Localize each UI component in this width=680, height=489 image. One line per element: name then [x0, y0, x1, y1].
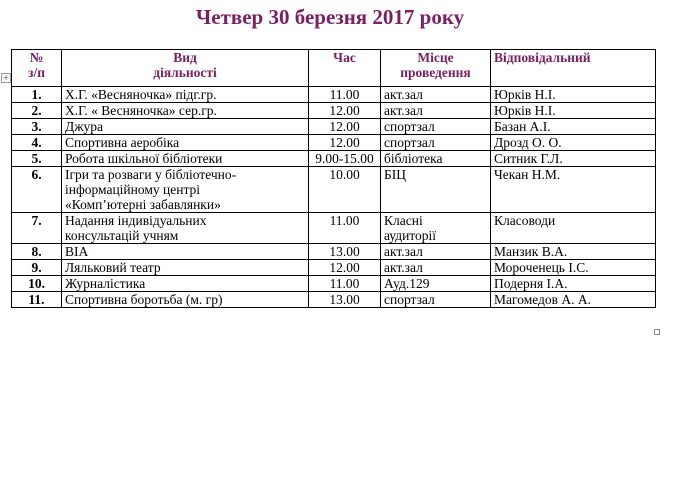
table-move-handle-icon[interactable]: +	[2, 73, 10, 82]
row-place: Класні аудиторії	[381, 213, 491, 244]
row-number: 5.	[12, 151, 62, 167]
row-activity: Робота шкільної бібліотеки	[62, 151, 309, 167]
row-time: 12.00	[309, 103, 381, 119]
row-time: 13.00	[309, 292, 381, 308]
row-time: 13.00	[309, 244, 381, 260]
table-row	[12, 213, 656, 244]
row-place: акт.зал	[381, 244, 491, 260]
row-place: спортзал	[381, 135, 491, 151]
row-activity: Спортивна аеробіка	[62, 135, 309, 151]
table-row	[12, 103, 656, 119]
table-header-row	[12, 50, 656, 87]
schedule-table	[11, 49, 656, 308]
table-resize-handle-icon[interactable]	[654, 329, 660, 335]
row-time: 11.00	[309, 276, 381, 292]
row-place: Ауд.129	[381, 276, 491, 292]
row-time: 11.00	[309, 87, 381, 103]
row-number: 2.	[12, 103, 62, 119]
row-place: акт.зал	[381, 87, 491, 103]
row-responsible: Ситник Г.Л.	[491, 151, 656, 167]
row-place: БІЦ	[381, 167, 491, 213]
row-activity: Надання індивідуальних консультацій учням	[62, 213, 309, 244]
row-place: спортзал	[381, 119, 491, 135]
row-responsible: Дрозд О. О.	[491, 135, 656, 151]
row-responsible: Манзик В.А.	[491, 244, 656, 260]
row-responsible: Юрків Н.І.	[491, 103, 656, 119]
row-responsible: Класоводи	[491, 213, 656, 244]
table-row	[12, 260, 656, 276]
table-row	[12, 244, 656, 260]
row-number: 10.	[12, 276, 62, 292]
row-responsible: Магомедов А. А.	[491, 292, 656, 308]
row-place: акт.зал	[381, 260, 491, 276]
header-responsible: Відповідальний	[491, 50, 656, 87]
row-activity: Ляльковий театр	[62, 260, 309, 276]
row-time: 12.00	[309, 135, 381, 151]
row-responsible: Юрків Н.І.	[491, 87, 656, 103]
row-number: 3.	[12, 119, 62, 135]
row-responsible: Мороченець І.С.	[491, 260, 656, 276]
table-row	[12, 87, 656, 103]
row-activity: Х.Г. «Весняночка» підг.гр.	[62, 87, 309, 103]
row-place: бібліотека	[381, 151, 491, 167]
row-number: 8.	[12, 244, 62, 260]
table-row	[12, 292, 656, 308]
header-number: № з/п	[12, 50, 62, 87]
row-number: 11.	[12, 292, 62, 308]
row-activity: Ігри та розваги у бібліотечно- інформаційному центрі «Комп’ютерні забавлянки»	[62, 167, 309, 213]
row-number: 7.	[12, 213, 62, 244]
row-responsible: Подерня І.А.	[491, 276, 656, 292]
row-time: 11.00	[309, 213, 381, 244]
row-place: спортзал	[381, 292, 491, 308]
row-activity: ВІА	[62, 244, 309, 260]
row-number: 1.	[12, 87, 62, 103]
row-activity: Х.Г. « Весняночка» сер.гр.	[62, 103, 309, 119]
row-place: акт.зал	[381, 103, 491, 119]
row-number: 9.	[12, 260, 62, 276]
row-time: 9.00-15.00	[309, 151, 381, 167]
row-number: 4.	[12, 135, 62, 151]
row-activity: Журналістика	[62, 276, 309, 292]
row-time: 12.00	[309, 119, 381, 135]
row-activity: Спортивна боротьба (м. гр)	[62, 292, 309, 308]
row-responsible: Базан А.І.	[491, 119, 656, 135]
header-time: Час	[309, 50, 381, 87]
table-row	[12, 276, 656, 292]
table-row	[12, 135, 656, 151]
row-activity: Джура	[62, 119, 309, 135]
page-title: Четвер 30 березня 2017 року	[195, 5, 465, 29]
row-time: 12.00	[309, 260, 381, 276]
table-row	[12, 151, 656, 167]
table-row	[12, 167, 656, 213]
row-number: 6.	[12, 167, 62, 213]
header-place: Місце проведення	[381, 50, 491, 87]
table-row	[12, 119, 656, 135]
header-activity: Вид діяльності	[62, 50, 309, 87]
row-time: 10.00	[309, 167, 381, 213]
row-responsible: Чекан Н.М.	[491, 167, 656, 213]
